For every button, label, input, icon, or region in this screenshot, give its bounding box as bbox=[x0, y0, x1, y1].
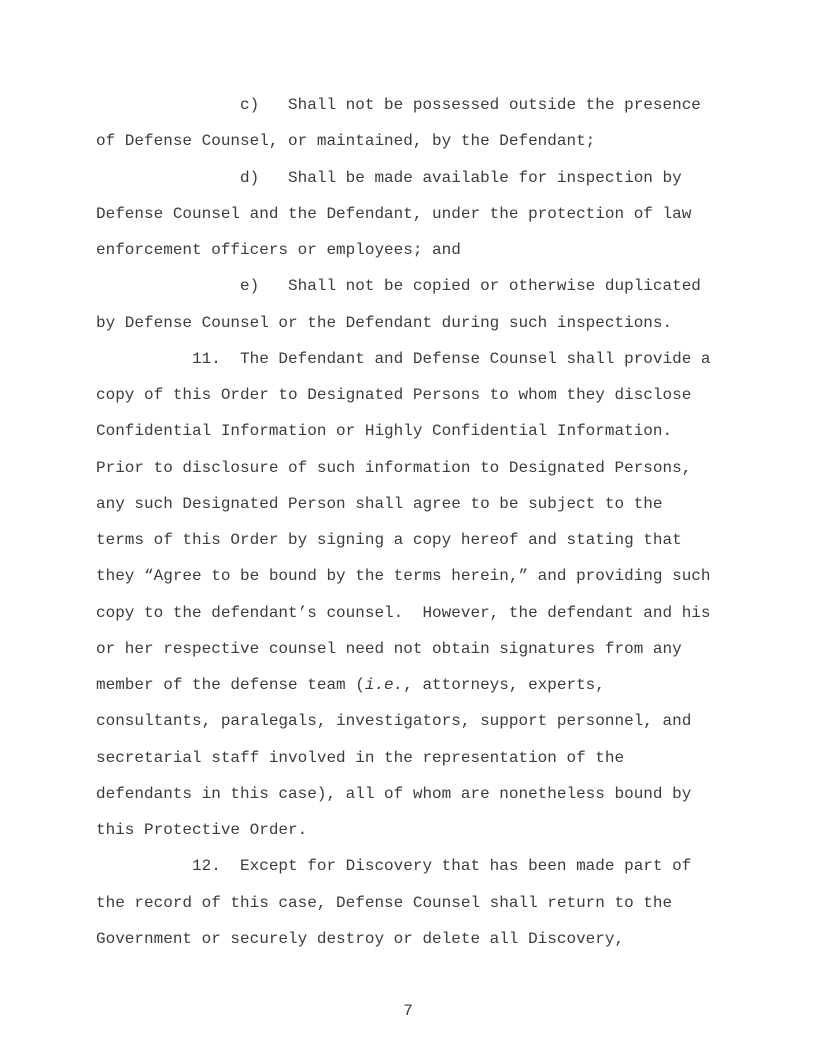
doc-line: they “Agree to be bound by the terms herein,” and providing such bbox=[96, 567, 711, 586]
doc-line: terms of this Order by signing a copy hereof and stating that bbox=[96, 531, 682, 549]
doc-line: this Protective Order. bbox=[96, 821, 308, 839]
page-number: 7 bbox=[403, 1002, 413, 1020]
doc-line-segment: , attorneys, experts, bbox=[403, 676, 605, 694]
doc-line: secretarial staff involved in the representation of the bbox=[96, 748, 625, 767]
doc-line: Defense Counsel and the Defendant, under the protection of law bbox=[96, 204, 692, 223]
doc-line: d) Shall be made available for inspection by bbox=[96, 168, 682, 187]
doc-line: any such Designated Person shall agree to be subject to the bbox=[96, 494, 663, 513]
doc-line: copy to the defendant’s counsel. However, the defendant and his bbox=[96, 603, 711, 622]
doc-line: Prior to disclosure of such information to Designated Persons, bbox=[96, 458, 692, 477]
doc-line-segment: member of the defense team ( bbox=[96, 676, 365, 694]
doc-line: 12. Except for Discovery that has been made part of bbox=[96, 857, 692, 876]
doc-line: enforcement officers or employees; and bbox=[96, 241, 461, 259]
doc-line: e) Shall not be copied or otherwise duplicated bbox=[96, 277, 701, 296]
document-body bbox=[96, 87, 711, 957]
doc-line: of Defense Counsel, or maintained, by the Defendant; bbox=[96, 132, 596, 151]
doc-line: c) Shall not be possessed outside the presence bbox=[96, 96, 701, 114]
doc-line bbox=[96, 667, 711, 703]
doc-line: the record of this case, Defense Counsel shall return to the bbox=[96, 893, 673, 912]
doc-line: 11. The Defendant and Defense Counsel shall provide a bbox=[96, 349, 711, 368]
doc-line-segment-italic: i.e. bbox=[364, 676, 404, 694]
doc-line: Government or securely destroy or delete all Discovery, bbox=[96, 929, 625, 948]
doc-line: defendants in this case), all of whom are nonetheless bound by bbox=[96, 784, 692, 803]
doc-line: copy of this Order to Designated Persons to whom they disclose bbox=[96, 386, 692, 404]
doc-line: by Defense Counsel or the Defendant during such inspections. bbox=[96, 313, 673, 332]
doc-line: or her respective counsel need not obtain signatures from any bbox=[96, 639, 682, 658]
doc-line: Confidential Information or Highly Confidential Information. bbox=[96, 422, 673, 441]
doc-line: consultants, paralegals, investigators, support personnel, and bbox=[96, 712, 692, 731]
